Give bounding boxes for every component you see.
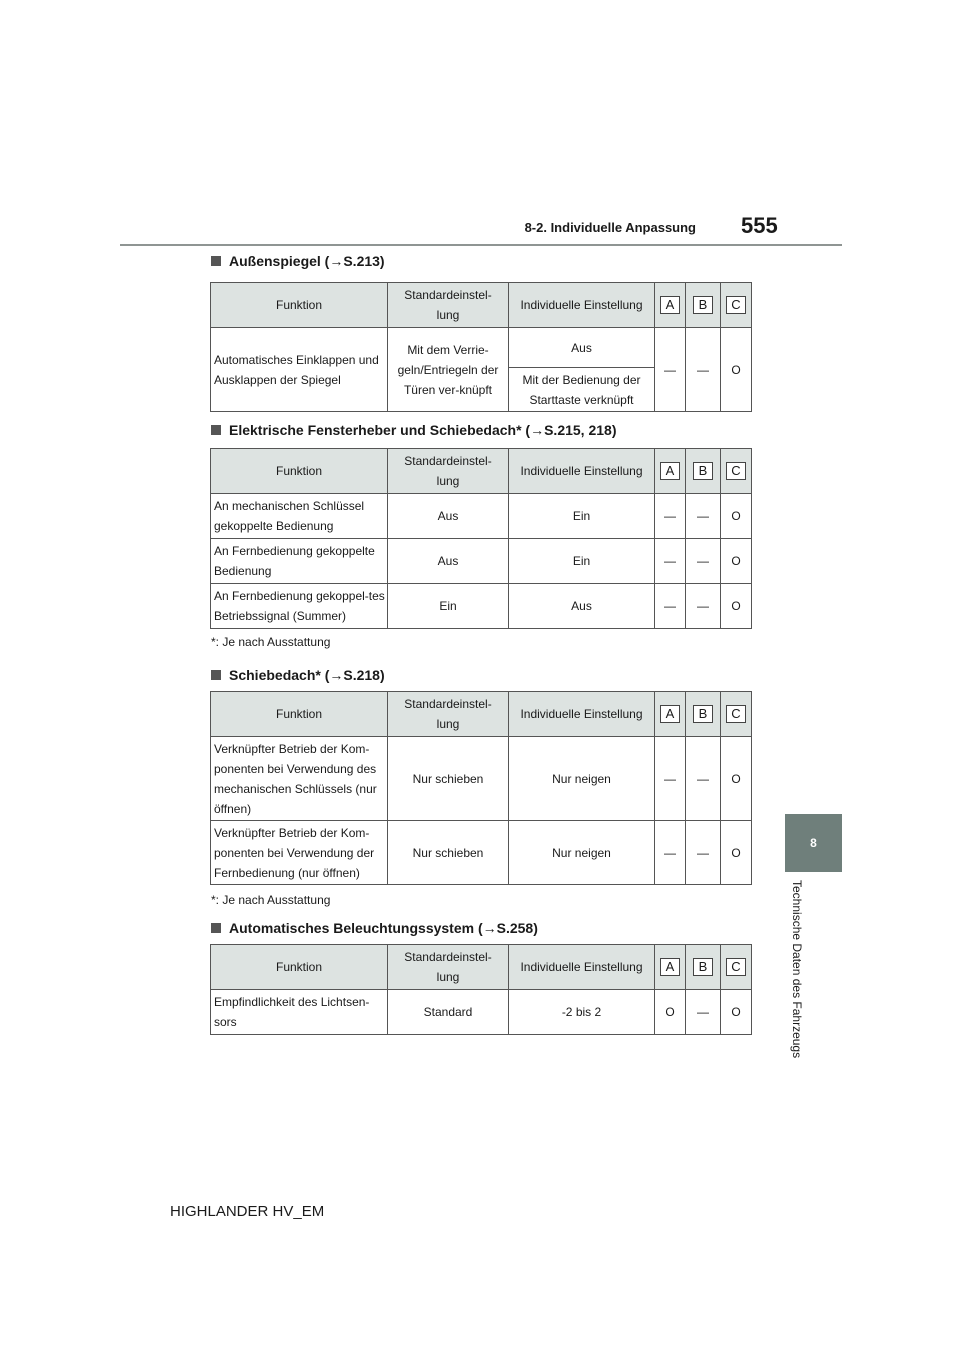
cell-a: O <box>655 990 686 1035</box>
label-b: B <box>693 705 713 723</box>
cell-funktion: Automatisches Einklappen und Ausklappen der Spiegel <box>211 328 388 412</box>
cell-standard: Ein <box>388 584 509 629</box>
label-a: A <box>660 958 680 976</box>
cell-c: O <box>721 539 752 584</box>
cell-b: — <box>686 737 721 821</box>
header-standard: Standardeinstel- lung <box>388 283 509 328</box>
section-label: 8-2. Individuelle Anpassung <box>524 220 696 235</box>
cell-c: O <box>721 584 752 629</box>
header-individuell: Individuelle Einstellung <box>509 692 655 737</box>
cell-standard: Nur schieben <box>388 737 509 821</box>
header-a <box>655 283 686 328</box>
cell-funktion: Verknüpfter Betrieb der Kom-ponenten bei Verwendung des mechanischen Schlüssels (nur öffnen) <box>211 737 388 821</box>
cell-funktion: Empfindlichkeit des Lichtsen-sors <box>211 990 388 1035</box>
header-standard: Standardeinstel- lung <box>388 945 509 990</box>
cell-a: — <box>655 328 686 412</box>
cell-standard: Aus <box>388 539 509 584</box>
cell-standard: Standard <box>388 990 509 1035</box>
table-row <box>211 821 752 885</box>
cell-b: — <box>686 990 721 1035</box>
bullet-square-icon <box>211 670 221 680</box>
section-heading-schiebedach: Schiebedach* (→S.218) <box>211 667 385 683</box>
cell-individuell: Aus <box>509 584 655 629</box>
cell-b: — <box>686 494 721 539</box>
table-schiebedach <box>210 691 752 885</box>
cell-individuell-1: Aus <box>509 328 655 368</box>
table-beleuchtung <box>210 944 752 1035</box>
cell-b: — <box>686 539 721 584</box>
cell-c: O <box>721 494 752 539</box>
label-c: C <box>726 958 746 976</box>
cell-c: O <box>721 821 752 885</box>
header-b <box>686 945 721 990</box>
table-row <box>211 990 752 1035</box>
chapter-title: Technische Daten des Fahrzeugs <box>790 880 804 1059</box>
header-standard: Standardeinstel- lung <box>388 692 509 737</box>
cell-c: O <box>721 990 752 1035</box>
cell-standard: Aus <box>388 494 509 539</box>
header-funktion: Funktion <box>211 692 388 737</box>
header-funktion: Funktion <box>211 945 388 990</box>
cell-b: — <box>686 821 721 885</box>
label-a: A <box>660 296 680 314</box>
footnote: *: Je nach Ausstattung <box>211 635 331 649</box>
header-rule <box>120 244 842 246</box>
header-c <box>721 449 752 494</box>
label-c: C <box>726 705 746 723</box>
label-b: B <box>693 958 713 976</box>
table-header-row <box>211 945 752 990</box>
table-header-row <box>211 283 752 328</box>
cell-standard: Mit dem Verrie-geln/Entriegeln der Türen ver-knüpft <box>388 328 509 412</box>
cell-b: — <box>686 328 721 412</box>
chapter-tab[interactable] <box>785 814 842 872</box>
header-individuell: Individuelle Einstellung <box>509 449 655 494</box>
label-a: A <box>660 705 680 723</box>
bullet-square-icon <box>211 923 221 933</box>
label-b: B <box>693 462 713 480</box>
cell-individuell: Nur neigen <box>509 821 655 885</box>
header-b <box>686 449 721 494</box>
cell-funktion: An Fernbedienung gekoppelte Bedienung <box>211 539 388 584</box>
cell-a: — <box>655 737 686 821</box>
page-number: 555 <box>741 213 778 238</box>
cell-funktion: Verknüpfter Betrieb der Kom-ponenten bei Verwendung der Fernbedienung (nur öffnen) <box>211 821 388 885</box>
cell-individuell: -2 bis 2 <box>509 990 655 1035</box>
section-heading-beleuchtung: Automatisches Beleuchtungssystem (→S.258) <box>211 920 538 936</box>
table-aussenspiegel <box>210 282 752 412</box>
header-b <box>686 283 721 328</box>
label-b: B <box>693 296 713 314</box>
cell-b: — <box>686 584 721 629</box>
cell-individuell: Nur neigen <box>509 737 655 821</box>
table-row <box>211 494 752 539</box>
header-b <box>686 692 721 737</box>
header-funktion: Funktion <box>211 283 388 328</box>
cell-a: — <box>655 539 686 584</box>
table-header-row <box>211 449 752 494</box>
label-c: C <box>726 462 746 480</box>
cell-c: O <box>721 737 752 821</box>
cell-individuell-2: Mit der Bedienung der Starttaste verknüpft <box>509 368 655 412</box>
header-individuell: Individuelle Einstellung <box>509 283 655 328</box>
cell-individuell: Ein <box>509 539 655 584</box>
header-c <box>721 945 752 990</box>
header-funktion: Funktion <box>211 449 388 494</box>
cell-funktion: An mechanischen Schlüssel gekoppelte Bedienung <box>211 494 388 539</box>
cell-c: O <box>721 328 752 412</box>
header-individuell: Individuelle Einstellung <box>509 945 655 990</box>
footer-model: HIGHLANDER HV_EM <box>170 1203 325 1220</box>
chapter-number: 8 <box>810 836 817 850</box>
cell-a: — <box>655 821 686 885</box>
label-a: A <box>660 462 680 480</box>
header-c <box>721 283 752 328</box>
table-row <box>211 737 752 821</box>
footnote: *: Je nach Ausstattung <box>211 893 331 907</box>
table-row <box>211 584 752 629</box>
header-c <box>721 692 752 737</box>
header-standard: Standardeinstel- lung <box>388 449 509 494</box>
table-row <box>211 328 752 368</box>
bullet-square-icon <box>211 256 221 266</box>
cell-funktion: An Fernbedienung gekoppel-tes Betriebssignal (Summer) <box>211 584 388 629</box>
section-heading-aussenspiegel: Außenspiegel (→S.213) <box>211 253 385 269</box>
section-heading-fensterheber: Elektrische Fensterheber und Schiebedach* (→S.215, 218) <box>211 422 616 438</box>
header-a <box>655 945 686 990</box>
cell-standard: Nur schieben <box>388 821 509 885</box>
header-a <box>655 692 686 737</box>
cell-a: — <box>655 494 686 539</box>
bullet-square-icon <box>211 425 221 435</box>
header-a <box>655 449 686 494</box>
table-header-row <box>211 692 752 737</box>
label-c: C <box>726 296 746 314</box>
table-row <box>211 539 752 584</box>
cell-individuell: Ein <box>509 494 655 539</box>
table-fensterheber <box>210 448 752 629</box>
cell-a: — <box>655 584 686 629</box>
